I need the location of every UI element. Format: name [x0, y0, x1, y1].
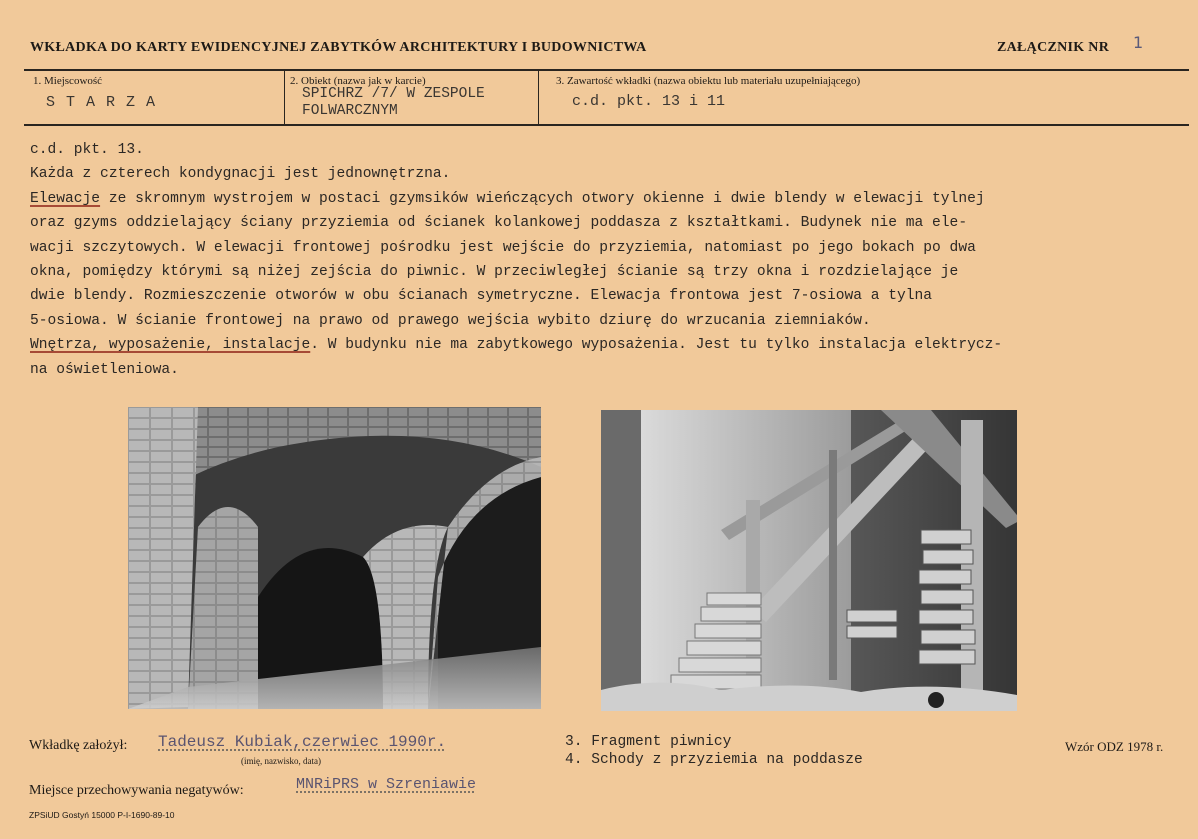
- body-line-9: [30, 333, 1180, 357]
- interiors-heading: Wnętrza, wyposażenie, instalacje: [30, 337, 311, 354]
- photo-cellar: [128, 407, 541, 709]
- staircase-photo-image: [601, 410, 1017, 711]
- body-line-9-rest: . W budynku nie ma zabytkowego wyposażenia. Jest tu tylko instalacja elektrycz-: [310, 337, 1003, 354]
- body-line-8: 5-osiowa. W ścianie frontowej na prawo od prawego wejścia wybito dziurę do wrzucania ziemniaków.: [30, 312, 871, 329]
- contents-label: [556, 75, 860, 87]
- object-label: 2. Obiekt (nazwa jak w karcie): [290, 75, 426, 87]
- contents-value: c.d. pkt. 13 i 11: [572, 93, 726, 110]
- elevations-heading: Elewacje: [30, 190, 101, 207]
- annex-number: 1: [1133, 33, 1144, 52]
- body-line-5: wacji szczytowych. W elewacji frontowej pośrodku jest wejście do przyziemia, natomiast po jego bokach po dwa: [30, 239, 976, 256]
- cellar-photo-image: [128, 407, 541, 709]
- founder-label: Wkładkę założył:: [29, 738, 128, 753]
- body-line-4: oraz gzyms oddzielający ściany przyziemia od ścianek kolankowej poddasza z kształtkami. Budynek nie ma ele-: [30, 215, 968, 232]
- body-line-1: c.d. pkt. 13.: [30, 142, 144, 158]
- description-text: [30, 138, 1180, 382]
- header-rule-bottom: [24, 124, 1189, 126]
- object-value-line1: SPICHRZ /7/ W ZESPOLE: [302, 86, 485, 102]
- body-line-7: dwie blendy. Rozmieszczenie otworów w obu ścianach symetryczne. Elewacja frontowa jest 7-osiowa a tylna: [30, 288, 933, 305]
- field-divider-1: [284, 70, 285, 124]
- field-divider-2: [538, 70, 539, 124]
- body-line-2: Każda z czterech kondygnacji jest jednownętrzna.: [30, 166, 451, 183]
- printer-imprint: ZPSiUD Gostyń 15000 P-I-1690-89-10: [29, 810, 175, 820]
- header-rule-top: [24, 69, 1189, 71]
- contents-label-rest: (nazwa obiektu lub materiału uzupełniającego): [653, 75, 861, 87]
- contents-label-prefix: 3. Zawartość wkładki: [556, 75, 651, 87]
- locality-label: 1. Miejscowość: [33, 75, 103, 87]
- locality-value: S T A R Z A: [46, 94, 157, 111]
- negatives-value: MNRiPRS w Szreniawie: [296, 776, 477, 793]
- founder-value: Tadeusz Kubiak,czerwiec 1990r.: [158, 733, 447, 751]
- body-line-3-rest: ze skromnym wystrojem w postaci gzymsików wieńczących otwory okienne i dwie blendy w elewacji tylnej: [100, 190, 985, 207]
- body-line-6: okna, pomiędzy którymi są niżej zejścia do piwnic. W przeciwległej ścianie są trzy okna i rozdzielające je: [30, 264, 959, 281]
- body-line-3: [30, 187, 1180, 211]
- object-value-line2: FOLWARCZNYM: [302, 103, 398, 119]
- photo-caption-3: 3. Fragment piwnicy: [565, 734, 732, 750]
- body-line-10: na oświetleniowa.: [30, 361, 179, 378]
- negatives-label: Miejsce przechowywania negatywów:: [29, 783, 244, 798]
- card-title: WKŁADKA DO KARTY EWIDENCYJNEJ ZABYTKÓW ARCHITEKTURY I BUDOWNICTWA: [30, 40, 647, 55]
- founder-hint: (imię, nazwisko, data): [241, 756, 321, 766]
- photo-staircase: [601, 410, 1017, 711]
- annex-label: ZAŁĄCZNIK NR: [997, 40, 1110, 55]
- form-model: Wzór ODZ 1978 r.: [1065, 739, 1164, 754]
- photo-caption-4: 4. Schody z przyziemia na poddasze: [565, 752, 863, 768]
